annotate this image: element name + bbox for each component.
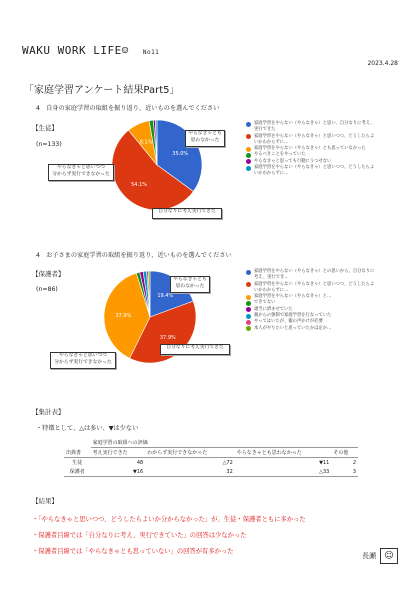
legend-swatch [246, 159, 251, 164]
legend-label: 適当に済ませていた [254, 306, 293, 312]
table-cell: 2 [352, 459, 356, 466]
summary-note: ・特徴として、△は多い、▼は少ない [36, 425, 139, 432]
question-parents: 4 お子さまの家庭学習の取組を振り返り、近いものを選んでください [36, 252, 232, 259]
summary-heading: 【集計表】 [32, 408, 65, 416]
table-col-header: やらなきゃとも思わなかった [236, 450, 302, 456]
legend-label: 家庭学習をやらない（やらなきゃ）と思いつつ、どうしたらよいかわからずに… [254, 165, 375, 177]
students-legend [246, 121, 376, 178]
legend-item [246, 326, 376, 332]
table-cell: 保護者 [69, 469, 85, 475]
table-cell: 48 [136, 459, 144, 466]
parents-tag: 【保護者】 [32, 270, 65, 278]
callout-not-thinking: やらなきゃとも 思わなかった [170, 276, 210, 293]
callout-acted-self: 自分なりに考え実行できた [160, 344, 230, 355]
legend-swatch [246, 295, 251, 300]
legend-swatch [246, 166, 251, 171]
legend-swatch [246, 282, 251, 287]
callout-not-thinking: やらなきゃとも 思わなかった [185, 130, 225, 147]
table-group-header: 家庭学習の取組への評価 [91, 438, 358, 448]
table-row [64, 467, 358, 477]
legend-swatch [246, 153, 251, 158]
issue-date: 2023.4.28 [367, 60, 398, 67]
legend-swatch [246, 147, 251, 152]
legend-swatch [246, 122, 251, 127]
legend-label: やってはいたが、親の声かけが必要 [254, 319, 323, 325]
newsletter-title: WAKU WORK LIFE☺ No11 [22, 44, 160, 57]
pie-data-label: 54.1% [131, 181, 148, 188]
result-heading: 【結果】 [32, 497, 58, 505]
legend-label: 本人がやりたいと思っていたかは定か… [254, 325, 332, 331]
legend-label: やるべきことをやっていた [254, 152, 306, 158]
legend-label: 親からの強制で家庭学習を行なっていた [254, 313, 332, 319]
legend-item [246, 269, 376, 282]
table-col-header: その他 [333, 450, 349, 456]
table-col-header: 考え実行できた [92, 450, 128, 456]
callout-acted-self: 自分なりに考え実行できた [152, 208, 222, 219]
table-cell: 生徒 [72, 460, 83, 466]
legend-label: 家庭学習をやらない（やらなきゃ）とも思っていなかった [254, 146, 366, 152]
pie-data-label: 8.1% [139, 139, 153, 146]
legend-label: できてない [254, 300, 276, 306]
legend-label: 家庭学習をやらない（やらなきゃ）との思いから、自分なりに考え、実行でき… [254, 269, 375, 281]
table-row [64, 458, 358, 468]
stamp-icon: ☺ [380, 548, 398, 564]
legend-item [246, 282, 376, 295]
result-item: ・保護者目線では「自分なりに考え、実行できていた」の回答は少なかった [32, 532, 247, 539]
table-cell: ▼16 [132, 468, 144, 475]
table-cell: 32 [226, 468, 233, 475]
table-cell: ▼11 [319, 459, 330, 466]
legend-item [246, 121, 376, 134]
pie-data-label: 19.4% [157, 293, 174, 300]
legend-swatch [246, 307, 251, 312]
result-item: ・「やらなきゃと思いつつ、どうしたらよいか分からなかった」が、生徒・保護者ともに多かった [32, 516, 306, 523]
legend-swatch [246, 270, 251, 275]
table-cell: △33 [319, 468, 330, 475]
result-item: ・保護者目線では「やらなきゃとも思っていない」の回答が有多かった [32, 548, 234, 555]
callout-couldnt-act: やらなきゃと思いつつ 分からず実行できなかった [48, 164, 114, 181]
signature [362, 548, 398, 564]
students-count: (n=133) [36, 141, 62, 148]
table-cell: 3 [352, 468, 356, 475]
callout-couldnt-act: やらなきゃと思いつつ 分からず実行できなかった [50, 352, 116, 369]
students-tag: 【生徒】 [32, 124, 58, 132]
legend-swatch [246, 301, 251, 306]
summary-table [64, 438, 358, 477]
legend-label: 家庭学習をやらない（やらなきゃ）と… [254, 294, 332, 300]
legend-label: 家庭学習をやらない（やらなきゃ）と思い、自分なりに考え、実行できた [254, 121, 375, 133]
table-cell: △72 [222, 459, 233, 466]
signature-name: 長瀬 [362, 552, 376, 560]
legend-item [246, 165, 376, 178]
legend-swatch [246, 134, 251, 139]
legend-label: 家庭学習をやらない（やらなきゃ）と思いつつ、どうしたらよいかわからずに… [254, 281, 375, 293]
table-col-header: わからず実行できなかった [147, 450, 208, 456]
parents-legend [246, 269, 376, 332]
pie-data-label: 35.0% [172, 151, 189, 158]
legend-swatch [246, 320, 251, 325]
table-col-header: 出典書 [66, 449, 82, 456]
issue-number: No11 [142, 49, 160, 56]
page-title: 「家庭学習アンケート結果Part5」 [24, 85, 180, 96]
pie-data-label: 37.9% [159, 334, 176, 341]
pie-data-label: 37.9% [115, 312, 132, 319]
legend-swatch [246, 326, 251, 331]
legend-label: やらなきゃと思っても行動にうつせない [254, 158, 332, 164]
legend-label: 家庭学習をやらない（やらなきゃ）と思いつつ、どうしたらよいかわからずに… [254, 133, 375, 145]
question-students: 4 自身の家庭学習の取組を振り返り、近いものを選んでください [36, 105, 220, 112]
legend-item [246, 134, 376, 147]
legend-swatch [246, 314, 251, 319]
parents-count: (n=86) [36, 286, 58, 293]
